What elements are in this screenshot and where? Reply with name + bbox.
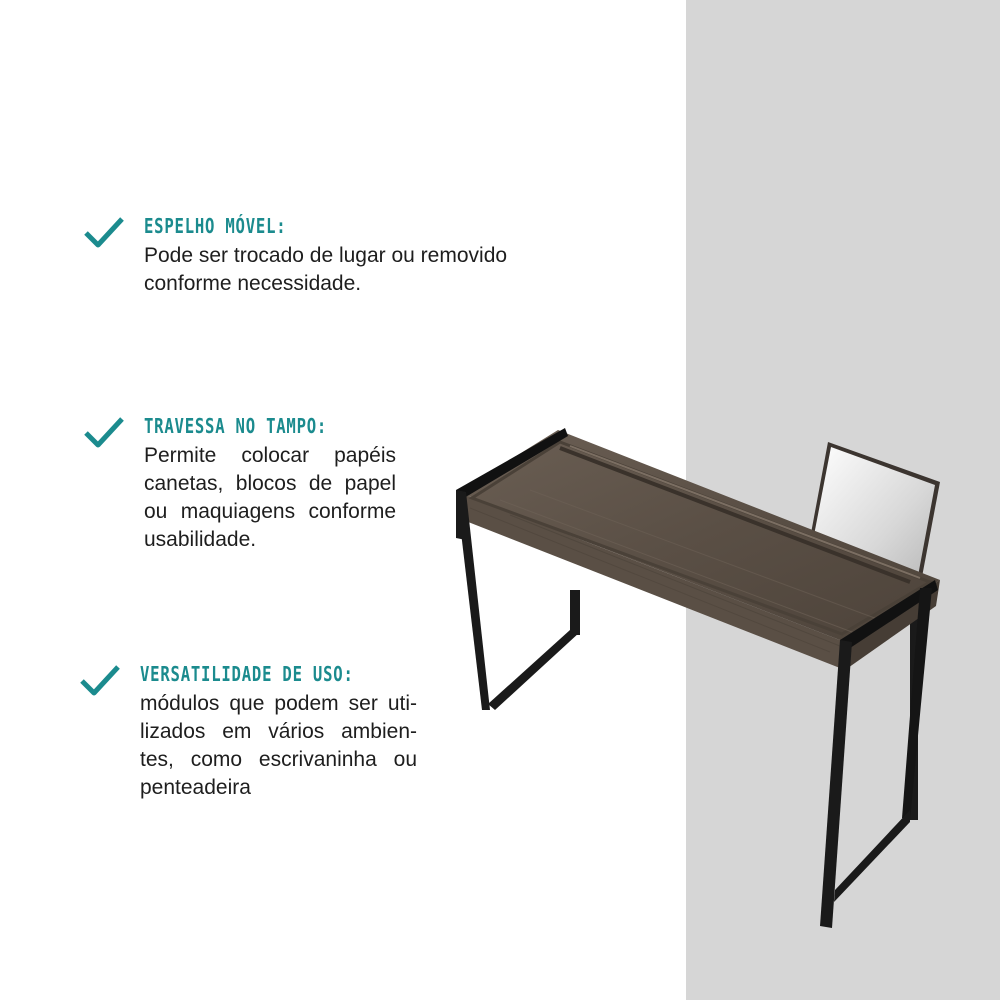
description-line: tes, como escrivaninha ou — [140, 748, 417, 771]
check-icon — [84, 216, 124, 248]
description-line: conforme necessidade. — [144, 272, 362, 295]
feature-title: VERSATILIDADE DE USO: — [140, 662, 354, 686]
desk-product-image — [440, 420, 960, 940]
feature-description — [144, 442, 396, 554]
feature-description — [140, 690, 417, 802]
feature-description — [144, 242, 544, 298]
description-line: usabilidade. — [144, 528, 257, 551]
feature-title: ESPELHO MÓVEL: — [144, 214, 287, 238]
description-line: penteadeira — [140, 776, 251, 799]
description-line: Permite colocar papéis — [144, 444, 396, 467]
description-line: canetas, blocos de papel — [144, 472, 396, 495]
feature-title: TRAVESSA NO TAMPO: — [144, 414, 328, 438]
check-icon — [80, 664, 120, 696]
description-line: lizados em vários ambien- — [140, 720, 417, 743]
check-icon — [84, 416, 124, 448]
description-line: módulos que podem ser uti- — [140, 692, 417, 715]
description-line: Pode ser trocado de lugar ou removido — [144, 244, 508, 267]
description-line: ou maquiagens conforme — [144, 500, 396, 523]
